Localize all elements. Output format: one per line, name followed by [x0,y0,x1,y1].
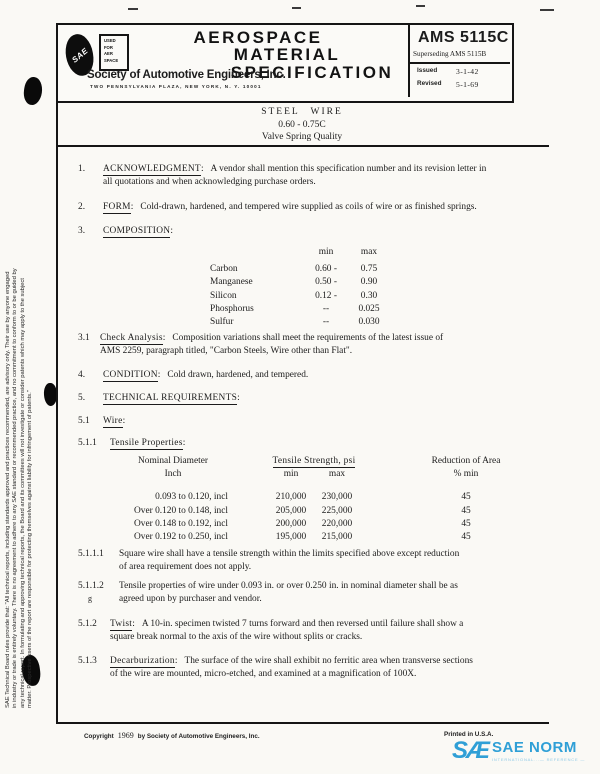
diameter-range: Over 0.148 to 0.192, incl [134,518,228,529]
ink-blob [22,76,44,106]
reduction-value: 45 [461,532,471,543]
section-number: 5.1 [78,416,90,426]
strength-min: 210,000 [275,492,307,503]
diameter-range: 0.093 to 0.120, incl [155,492,228,503]
diameter-range: Over 0.120 to 0.148, incl [134,505,228,516]
section-heading: FORM [103,202,131,212]
strength-max: 225,000 [321,505,353,516]
section-number: 3. [78,226,86,236]
disclaimer-line: matter. Prospective users of the report are responsible for protecting themselves against liability for infringement of patents." [27,390,34,708]
disclaimer-line: SAE Technical Board rules provide that: "All technical reports, including standards approved and practices recommended, are advisory only. Their use by anyone engaged [5,271,11,708]
section-heading: Decarburization [110,656,175,666]
section-number: 5.1.1.2 [78,581,104,591]
section-heading: Wire [103,416,123,426]
header-box [56,23,514,103]
copyright-holder: by Society of Automotive Engineers, Inc. [137,733,260,740]
section-text: agreed upon by purchaser and vendor. [119,593,262,604]
copyright-line [84,731,260,740]
logo-subtext-right: — REFERENCE — [539,757,586,762]
org-name: Society of Automotive Engineers, Inc. [87,69,286,81]
section-number: 5. [78,393,86,403]
section-heading: Tensile Properties [110,438,183,448]
strength-max: 215,000 [321,532,353,543]
strength-min: 195,000 [275,532,307,543]
margin-disclaimer [5,163,35,708]
heading-punct: : [174,656,178,666]
printed-in-usa: Printed in U.S.A. [444,731,494,738]
emblem-caption-line: FOR [104,44,113,50]
heading-punct: : [200,164,204,174]
col-header-strength: Tensile Strength, psi [272,456,356,466]
element-min: -- [322,317,330,328]
reduction-value: 45 [461,505,471,516]
scan-mark [416,5,425,7]
sae-emblem-text: SAE [69,45,90,65]
material-title: STEEL WIRE [261,107,343,117]
heading-punct: : [237,393,240,403]
element-name: Sulfur [210,317,234,328]
strength-min: 205,000 [275,505,307,516]
spec-number-box [408,25,510,97]
element-max: 0.030 [358,317,380,328]
element-name: Carbon [210,264,238,275]
element-min: 0.60 - [315,264,337,275]
section-number: 5.1.1 [78,438,97,448]
col-header-max: max [360,247,378,257]
col-header-diameter: Nominal Diameter [137,456,209,466]
title-rule [56,145,549,147]
section-text: Cold-drawn, hardened, and tempered wire supplied as coils of wire or as finished springs. [140,202,477,212]
section-number: 5.1.3 [78,656,97,666]
issued-date: 3-1-42 [456,67,479,76]
emblem-caption-line: AER [104,51,113,57]
section-heading: TECHNICAL REQUIREMENTS [103,393,238,403]
col-subheader-min: min [283,469,299,480]
heading-punct: : [162,333,166,343]
section-text: A 10-in. specimen twisted 7 turns forward and then reversed until failure shall show a [141,619,464,629]
section-heading: ACKNOWLEDGMENT [103,164,201,174]
revised-label: Revised [417,80,442,87]
issued-label: Issued [417,67,438,74]
section-number: 2. [78,202,86,212]
section-text: A vendor shall mention this specification number and its revision letter in [210,164,487,174]
element-max: 0.75 [360,264,378,275]
copyright-year: 1969 [117,731,134,740]
element-min: 0.12 - [315,290,337,301]
sae-norm-logo-text: SAE NORM [492,739,577,756]
heading-punct: : [157,370,161,380]
section-number: 5.1.2 [78,619,97,629]
emblem-caption-line: SPACE [104,57,119,63]
section-number: 4. [78,370,86,380]
element-max: 0.30 [360,290,378,301]
section-heading: CONDITION [103,370,158,380]
heading-punct: : [182,438,186,448]
emblem-caption-line: USED [104,38,116,43]
section-text: Square wire shall have a tensile strength within the limits specified above except reduction [119,549,460,559]
col-subheader-max: max [328,469,346,480]
composition-subtitle: 0.60 - 0.75C [278,119,326,130]
col-subheader-inch: Inch [164,469,182,480]
copyright-word: Copyright [84,733,114,740]
doc-type-title-line1: AEROSPACE [193,28,323,47]
print-artifact: g [88,593,92,603]
spec-box-divider [410,62,510,64]
strength-min: 200,000 [275,518,307,529]
doc-type-title-line3: SPECIFICATION [230,63,394,82]
col-header-min: min [318,247,334,257]
sae-norm-logo-icon: SÆ [452,737,489,764]
section-text: Cold drawn, hardened, and tempered. [167,370,309,380]
section-heading: Twist [110,619,133,629]
heading-punct: : [130,202,134,212]
element-min: -- [322,303,330,314]
section-text: The surface of the wire shall exhibit no ferritic area when transverse sections [184,656,473,666]
element-min: 0.50 - [315,277,337,288]
section-number: 5.1.1.1 [78,549,104,559]
strength-max: 220,000 [321,518,353,529]
col-header-reduction: Reduction of Area [431,456,501,466]
section-number: 3.1 [78,333,90,343]
scan-mark [292,7,301,9]
spec-number: AMS 5115C [418,29,509,46]
reduction-value: 45 [461,492,471,503]
tensile-table [78,455,572,544]
section-text: of area requirement does not apply. [119,561,252,572]
section-text: all quotations and when acknowledging purchase orders. [103,176,316,187]
element-max: 0.90 [360,277,378,288]
revised-date: 5-1-69 [456,80,479,89]
element-name: Silicon [210,290,237,301]
element-max: 0.025 [358,303,380,314]
heading-punct: : [122,416,126,426]
section-text: Composition variations shall meet the requirements of the latest issue of [172,333,444,343]
strength-max: 230,000 [321,492,353,503]
scan-mark [128,8,138,10]
title-block [56,106,548,144]
section-number: 1. [78,164,86,174]
element-name: Phosphorus [210,303,254,314]
org-address: TWO PENNSYLVANIA PLAZA, NEW YORK, N. Y. 10001 [90,84,262,89]
logo-subtext-left: INTERNATIONAL... [492,757,540,762]
doc-type-title-line2: MATERIAL [233,45,341,64]
section-heading: Check Analysis [100,333,163,343]
heading-punct: : [170,226,173,236]
scan-mark [540,9,554,11]
disclaimer-line: in industry or trade is entirely voluntary. There is no agreement to adhere to any SAE standard or recommended practice, and no commitment to conform to or be guided by [12,268,19,708]
disclaimer-line: any technical report. In formulating and approving technical reports, the Board and its committees will not investigate or consider patents which may apply to the subject [19,278,26,708]
sae-norm-watermark [452,737,586,764]
footer-rule [56,722,549,724]
section-heading: COMPOSITION [103,226,171,236]
section-text: square break normal to the axis of the wire without splits or cracks. [110,631,363,642]
section-text: Tensile properties of wire under 0.093 in. or over 0.250 in. in nominal diameter shall be as [119,581,458,591]
diameter-range: Over 0.192 to 0.250, incl [134,532,228,543]
heading-punct: : [132,619,135,629]
superseding-note: Superseding AMS 5115B [413,50,487,58]
emblem-caption-box [99,34,129,71]
col-subheader-pct-min: % min [453,469,479,480]
reduction-value: 45 [461,518,471,529]
section-text: of the wire are mounted, micro-etched, and examined at a magnification of 100X. [110,668,417,679]
quality-subtitle: Valve Spring Quality [261,132,343,142]
composition-table [210,246,390,329]
section-text: AMS 2259, paragraph titled, "Carbon Steels, Wire other than Flat". [100,345,353,356]
element-name: Manganese [210,277,253,288]
